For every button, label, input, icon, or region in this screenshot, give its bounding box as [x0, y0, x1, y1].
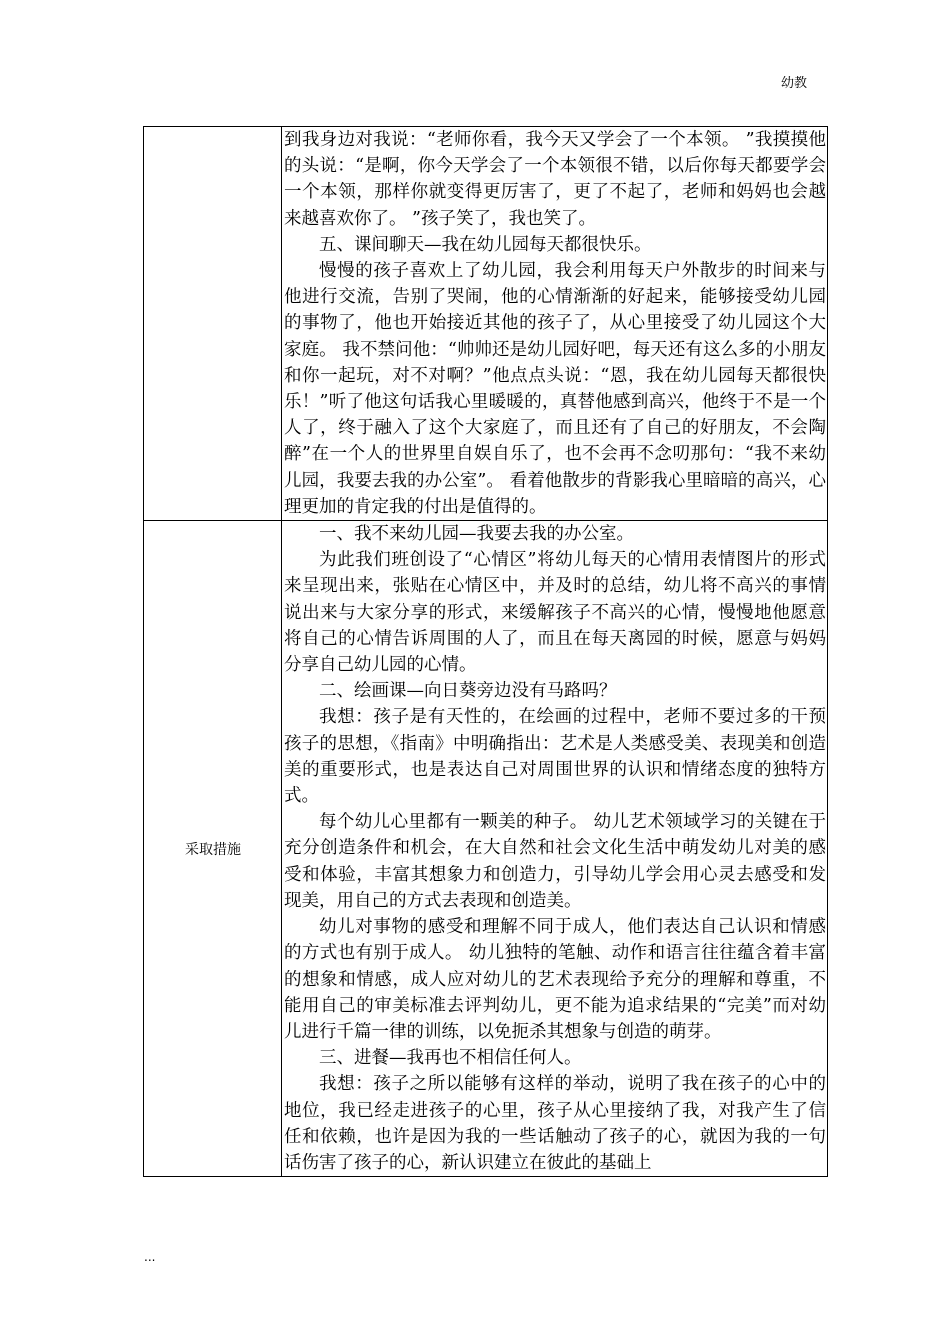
paragraph: 慢慢的孩子喜欢上了幼儿园，我会利用每天户外散步的时间来与他进行交流，告别了哭闹，他的心情渐渐的好起来，能够接受幼儿园的事物了，他也开始接近其他的孩子了，从心里接受了幼儿园这个大家庭。 我不禁问他：“帅帅还是幼儿园好吧，每天还有这么多的小朋友和你一起玩，对不对啊？”他点点头说：“恩，我在幼儿园每天都很快乐！”听了他这句话我心里暖暖的，真替他感到高兴，他终于不是一个人了，终于融入了这个大家庭了，而且还有了自己的好朋友，不会陶醉”在一个人的世界里自娱自乐了，也不会再不念叨那句：“我不来幼儿园，我要去我的办公室”。 看着他散步的背影我心里暗暗的高兴，心理更加的肯定我的付出是值得的。 — [284, 261, 826, 517]
header-label: 幼教 — [780, 76, 807, 91]
table-row-measures — [144, 521, 828, 1177]
document-table — [143, 126, 828, 1177]
paragraph: 二、绘画课—向日葵旁边没有马路吗？ — [319, 681, 617, 702]
paragraph: 我想：孩子之所以能够有这样的举动，说明了我在孩子的心中的地位，我已经走进孩子的心里，孩子从心里接纳了我，对我产生了信任和依赖，也许是因为我的一些话触动了孩子的心，就因为我的一句话伤害了孩子的心，新认识建立在彼此的基础上 — [284, 1074, 826, 1173]
table-row-continued — [144, 127, 828, 521]
paragraph: 为此我们班创设了“心情区”将幼儿每天的心情用表情图片的形式来呈现出来，张贴在心情区中，并及时的总结，幼儿将不高兴的事情说出来与大家分享的形式，来缓解孩子不高兴的心情，慢慢地他愿意将自己的心情告诉周围的人了，而且在每天离园的时候，愿意与妈妈分享自己幼儿园的心情。 — [284, 550, 826, 676]
paragraph: 三、进餐—我再也不相信任何人。 — [319, 1048, 582, 1069]
footer-ellipsis: ... — [144, 1250, 156, 1264]
row-content-continued — [282, 127, 828, 521]
paragraph: 到我身边对我说：“老师你看，我今天又学会了一个本领。 ”我摸摸他的头说：“是啊，你今天学会了一个本领很不错，以后你每天都要学会一个本领，那样你就变得更厉害了，更了不起了，老师和妈妈也会越来越喜欢你了。 ”孩子笑了，我也笑了。 — [284, 130, 826, 229]
paragraph: 每个幼儿心里都有一颗美的种子。 幼儿艺术领域学习的关键在于充分创造条件和机会，在大自然和社会文化生活中萌发幼儿对美的感受和体验，丰富其想象力和创造力，引导幼儿学会用心灵去感受和发现美，用自己的方式去表现和创造美。 — [284, 812, 826, 911]
paragraph: 一、我不来幼儿园—我要去我的办公室。 — [319, 524, 634, 545]
row-content-measures — [282, 521, 828, 1177]
paragraph: 幼儿对事物的感受和理解不同于成人，他们表达自己认识和情感的方式也有别于成人。 幼儿独特的笔触、动作和语言往往蕴含着丰富的想象和情感，成人应对幼儿的艺术表现给予充分的理解和尊重，不能用自己的审美标准去评判幼儿，更不能为追求结果的“完美”而对幼儿进行千篇一律的训练，以免扼杀其想象与创造的萌芽。 — [284, 917, 826, 1042]
paragraph: 我想：孩子是有天性的，在绘画的过程中，老师不要过多的干预孩子的思想，《指南》中明确指出：艺术是人类感受美、表现美和创造美的重要形式，也是表达自己对周围世界的认识和情绪态度的独特方式。 — [284, 707, 826, 807]
row-label-empty — [144, 127, 282, 521]
row-label-measures: 采取措施 — [144, 521, 282, 1177]
paragraph: 五、课间聊天—我在幼儿园每天都很快乐。 — [319, 234, 652, 255]
